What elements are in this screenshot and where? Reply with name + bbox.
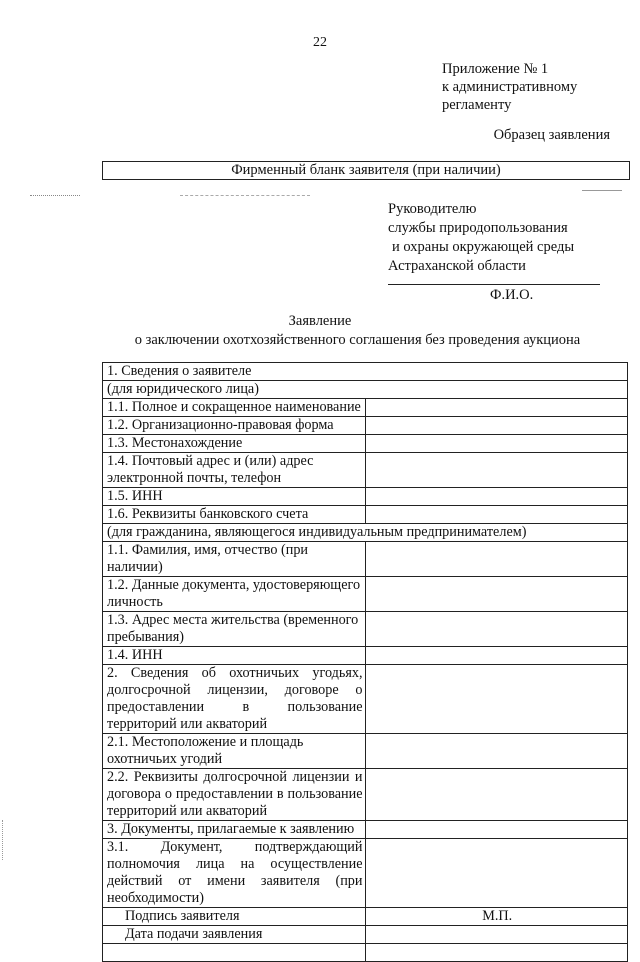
row-value-cell <box>365 542 628 577</box>
table-row <box>103 524 628 542</box>
fio-underline <box>388 284 600 285</box>
row-label-cell: 1.3. Местонахождение <box>103 435 366 453</box>
fio-label: Ф.И.О. <box>490 287 534 303</box>
table-row <box>103 665 628 734</box>
row-value-cell <box>365 506 628 524</box>
row-value-cell <box>365 665 628 734</box>
document-title <box>0 312 640 350</box>
table-row <box>103 542 628 577</box>
table-row <box>103 944 628 962</box>
row-value-cell: М.П. <box>365 908 628 926</box>
row-label-cell: 2.1. Местоположение и площадь охотничьих угодий <box>103 734 366 769</box>
appendix-block <box>442 60 577 114</box>
row-value-cell <box>365 926 628 944</box>
table-row <box>103 453 628 488</box>
row-value-cell <box>365 488 628 506</box>
row-label-cell: 2. Сведения об охотничьих угодьях, долгосрочной лицензии, договоре о предоставлении в пользование территорий или акваторий <box>103 665 366 734</box>
row-value-cell <box>365 453 628 488</box>
row-label-cell: 3. Документы, прилагаемые к заявлению <box>103 821 366 839</box>
application-form-table <box>102 362 628 962</box>
row-value-cell <box>365 417 628 435</box>
table-row <box>103 577 628 612</box>
scan-artifact-line <box>582 190 622 191</box>
row-label-cell: 1. Сведения о заявителе <box>103 363 628 381</box>
table-row <box>103 363 628 381</box>
table-row <box>103 908 628 926</box>
table-row <box>103 821 628 839</box>
row-value-cell <box>365 577 628 612</box>
row-label-cell: 1.2. Организационно-правовая форма <box>103 417 366 435</box>
table-row <box>103 612 628 647</box>
table-row <box>103 488 628 506</box>
row-value-cell <box>365 769 628 821</box>
sample-label: Образец заявления <box>493 127 610 143</box>
table-row <box>103 734 628 769</box>
addressee-line: Астраханской области <box>388 258 526 274</box>
row-label-cell: Подпись заявителя <box>103 908 366 926</box>
table-row <box>103 435 628 453</box>
row-value-cell <box>365 839 628 908</box>
addressee-line: и охраны окружающей среды <box>392 239 575 255</box>
table-row <box>103 417 628 435</box>
addressee-line: службы природопользования <box>388 220 568 236</box>
scan-artifact-mark <box>2 820 3 860</box>
row-label-cell: (для гражданина, являющегося индивидуальным предпринимателем) <box>103 524 628 542</box>
table-row <box>103 926 628 944</box>
row-label-cell: 1.6. Реквизиты банковского счета <box>103 506 366 524</box>
addressee-line: Руководителю <box>388 201 477 217</box>
letterhead-box: Фирменный бланк заявителя (при наличии) <box>102 161 630 180</box>
row-label-cell: 1.1. Фамилия, имя, отчество (при наличии) <box>103 542 366 577</box>
row-label-cell: 1.3. Адрес места жительства (временного пребывания) <box>103 612 366 647</box>
addressee-block <box>388 200 574 276</box>
table-row <box>103 381 628 399</box>
row-value-cell <box>365 821 628 839</box>
row-label-cell: 2.2. Реквизиты долгосрочной лицензии и договора о предоставлении в пользование территорий или акваторий <box>103 769 366 821</box>
row-label-cell <box>103 944 366 962</box>
row-value-cell <box>365 944 628 962</box>
row-label-cell: (для юридического лица) <box>103 381 628 399</box>
row-value-cell <box>365 734 628 769</box>
appendix-line: Приложение № 1 <box>442 61 549 77</box>
table-row <box>103 647 628 665</box>
title-line: Заявление <box>288 313 352 329</box>
scan-artifact-line <box>30 195 80 196</box>
row-value-cell <box>365 612 628 647</box>
row-label-cell: 1.5. ИНН <box>103 488 366 506</box>
table-row <box>103 839 628 908</box>
row-label-cell: 1.2. Данные документа, удостоверяющего личность <box>103 577 366 612</box>
row-label-cell: Дата подачи заявления <box>103 926 366 944</box>
table-row <box>103 399 628 417</box>
row-value-cell <box>365 435 628 453</box>
appendix-line: регламенту <box>442 97 512 113</box>
table-row <box>103 769 628 821</box>
appendix-line: к административному <box>442 79 578 95</box>
row-label-cell: 1.4. ИНН <box>103 647 366 665</box>
row-label-cell: 1.4. Почтовый адрес и (или) адрес электронной почты, телефон <box>103 453 366 488</box>
table-row <box>103 506 628 524</box>
row-value-cell <box>365 647 628 665</box>
form-table-body <box>103 363 628 962</box>
row-label-cell: 1.1. Полное и сокращенное наименование <box>103 399 366 417</box>
page-number: 22 <box>313 35 327 50</box>
row-label-cell: 3.1. Документ, подтверждающий полномочия лица на осуществление действий от имени заявителя (при необходимости) <box>103 839 366 908</box>
title-line: о заключении охотхозяйственного соглашения без проведения аукциона <box>134 332 581 348</box>
scan-artifact-line <box>180 195 310 196</box>
row-value-cell <box>365 399 628 417</box>
